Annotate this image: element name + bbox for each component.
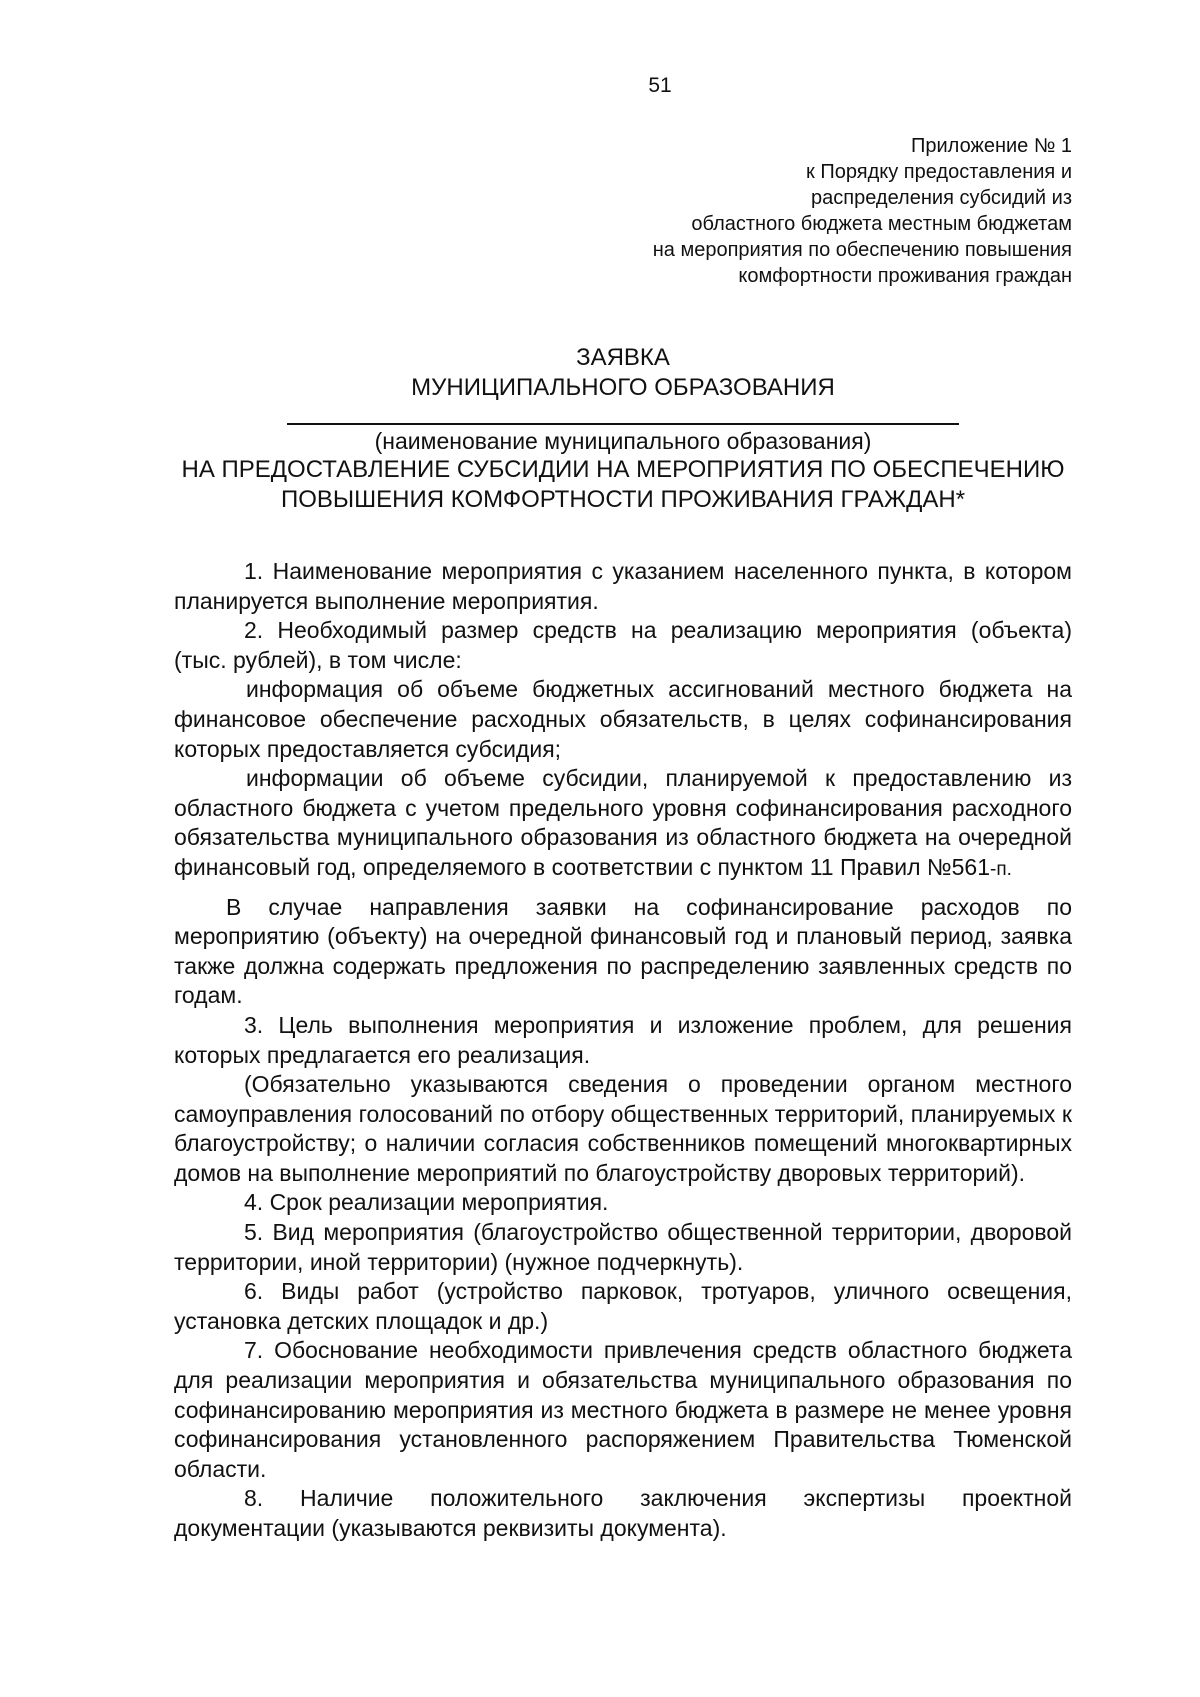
subsidy-paragraph-text: информации об объеме субсидии, планируемой к предоставлению из областного бюджета с учетом предельного уровня софинансирования расходного обязательства муниципального образования из областного бюджета на очередной финансовый год, определяемого в соответствии с пунктом 11 Правил №561 xyxy=(174,765,1072,880)
item-2-local-budget-paragraph: информация об объеме бюджетных ассигнований местного бюджета на финансовое обеспечение расходных обязательств, в целях софинансирования которых предоставляется субсидия; xyxy=(174,676,1072,762)
document-title xyxy=(174,343,1072,515)
appendix-line: областного бюджета местным бюджетам xyxy=(691,213,1072,235)
item-2-paragraph: 2. Необходимый размер средств на реализацию мероприятия (объекта) (тыс. рублей), в том числе: xyxy=(174,617,1072,673)
municipality-name-hint: (наименование муниципального образования) xyxy=(374,428,872,454)
item-5-paragraph: 5. Вид мероприятия (благоустройство общественной территории, дворовой территории, иной территории) (нужное подчеркнуть). xyxy=(174,1219,1072,1275)
municipality-name-blank xyxy=(287,423,959,425)
title-line: ЗАЯВКА xyxy=(576,344,670,371)
appendix-line: распределения субсидий из xyxy=(811,187,1072,209)
item-6-paragraph: 6. Виды работ (устройство парковок, тротуаров, уличного освещения, установка детских площадок и др.) xyxy=(174,1278,1072,1334)
item-4-paragraph: 4. Срок реализации мероприятия. xyxy=(244,1189,609,1216)
title-line: НА ПРЕДОСТАВЛЕНИЕ СУБСИДИИ НА МЕРОПРИЯТИЯ ПО ОБЕСПЕЧЕНИЮ xyxy=(181,456,1065,483)
item-8-paragraph: 8. Наличие положительного заключения экспертизы проектной документации (указываются реквизиты документа). xyxy=(174,1485,1072,1541)
multi-year-case-paragraph: В случае направления заявки на софинансирование расходов по мероприятию (объекту) на очередной финансовый год и плановый период, заявка также должна содержать предложения по распределению заявленных средств по годам. xyxy=(174,893,1072,1009)
item-3-paragraph: 3. Цель выполнения мероприятия и изложение проблем, для решения которых предлагается его реализация. xyxy=(174,1011,1072,1068)
title-line: МУНИЦИПАЛЬНОГО ОБРАЗОВАНИЯ xyxy=(411,374,835,401)
subsidy-paragraph-tail: -п. xyxy=(990,858,1012,880)
item-3-note-paragraph: (Обязательно указываются сведения о проведении органом местного самоуправления голосований по отбору общественных территорий, планируемых к благоустройству; о наличии согласия собственников помещений многоквартирных домов на выполнение мероприятий по благоустройству дворовых территорий). xyxy=(174,1071,1072,1186)
page-number: 51 xyxy=(648,74,672,97)
item-2-subsidy-paragraph xyxy=(174,764,1072,884)
item-7-paragraph: 7. Обоснование необходимости привлечения средств областного бюджета для реализации мероприятия и обязательства муниципального образования по софинансированию мероприятия из местного бюджета в размере не менее уровня софинансирования установленного распоряжением Правительства Тюменской области. xyxy=(174,1337,1072,1482)
item-1-paragraph: 1. Наименование мероприятия с указанием населенного пункта, в котором планируется выполнение мероприятия. xyxy=(174,558,1072,614)
application-body xyxy=(174,557,1072,1544)
appendix-line: к Порядку предоставления и xyxy=(806,161,1072,183)
appendix-reference xyxy=(653,133,1072,289)
title-line: ПОВЫШЕНИЯ КОМФОРТНОСТИ ПРОЖИВАНИЯ ГРАЖДАН* xyxy=(280,486,966,513)
appendix-line: на мероприятия по обеспечению повышения xyxy=(652,239,1072,261)
appendix-line: комфортности проживания граждан xyxy=(738,265,1072,287)
appendix-line: Приложение № 1 xyxy=(911,135,1072,157)
